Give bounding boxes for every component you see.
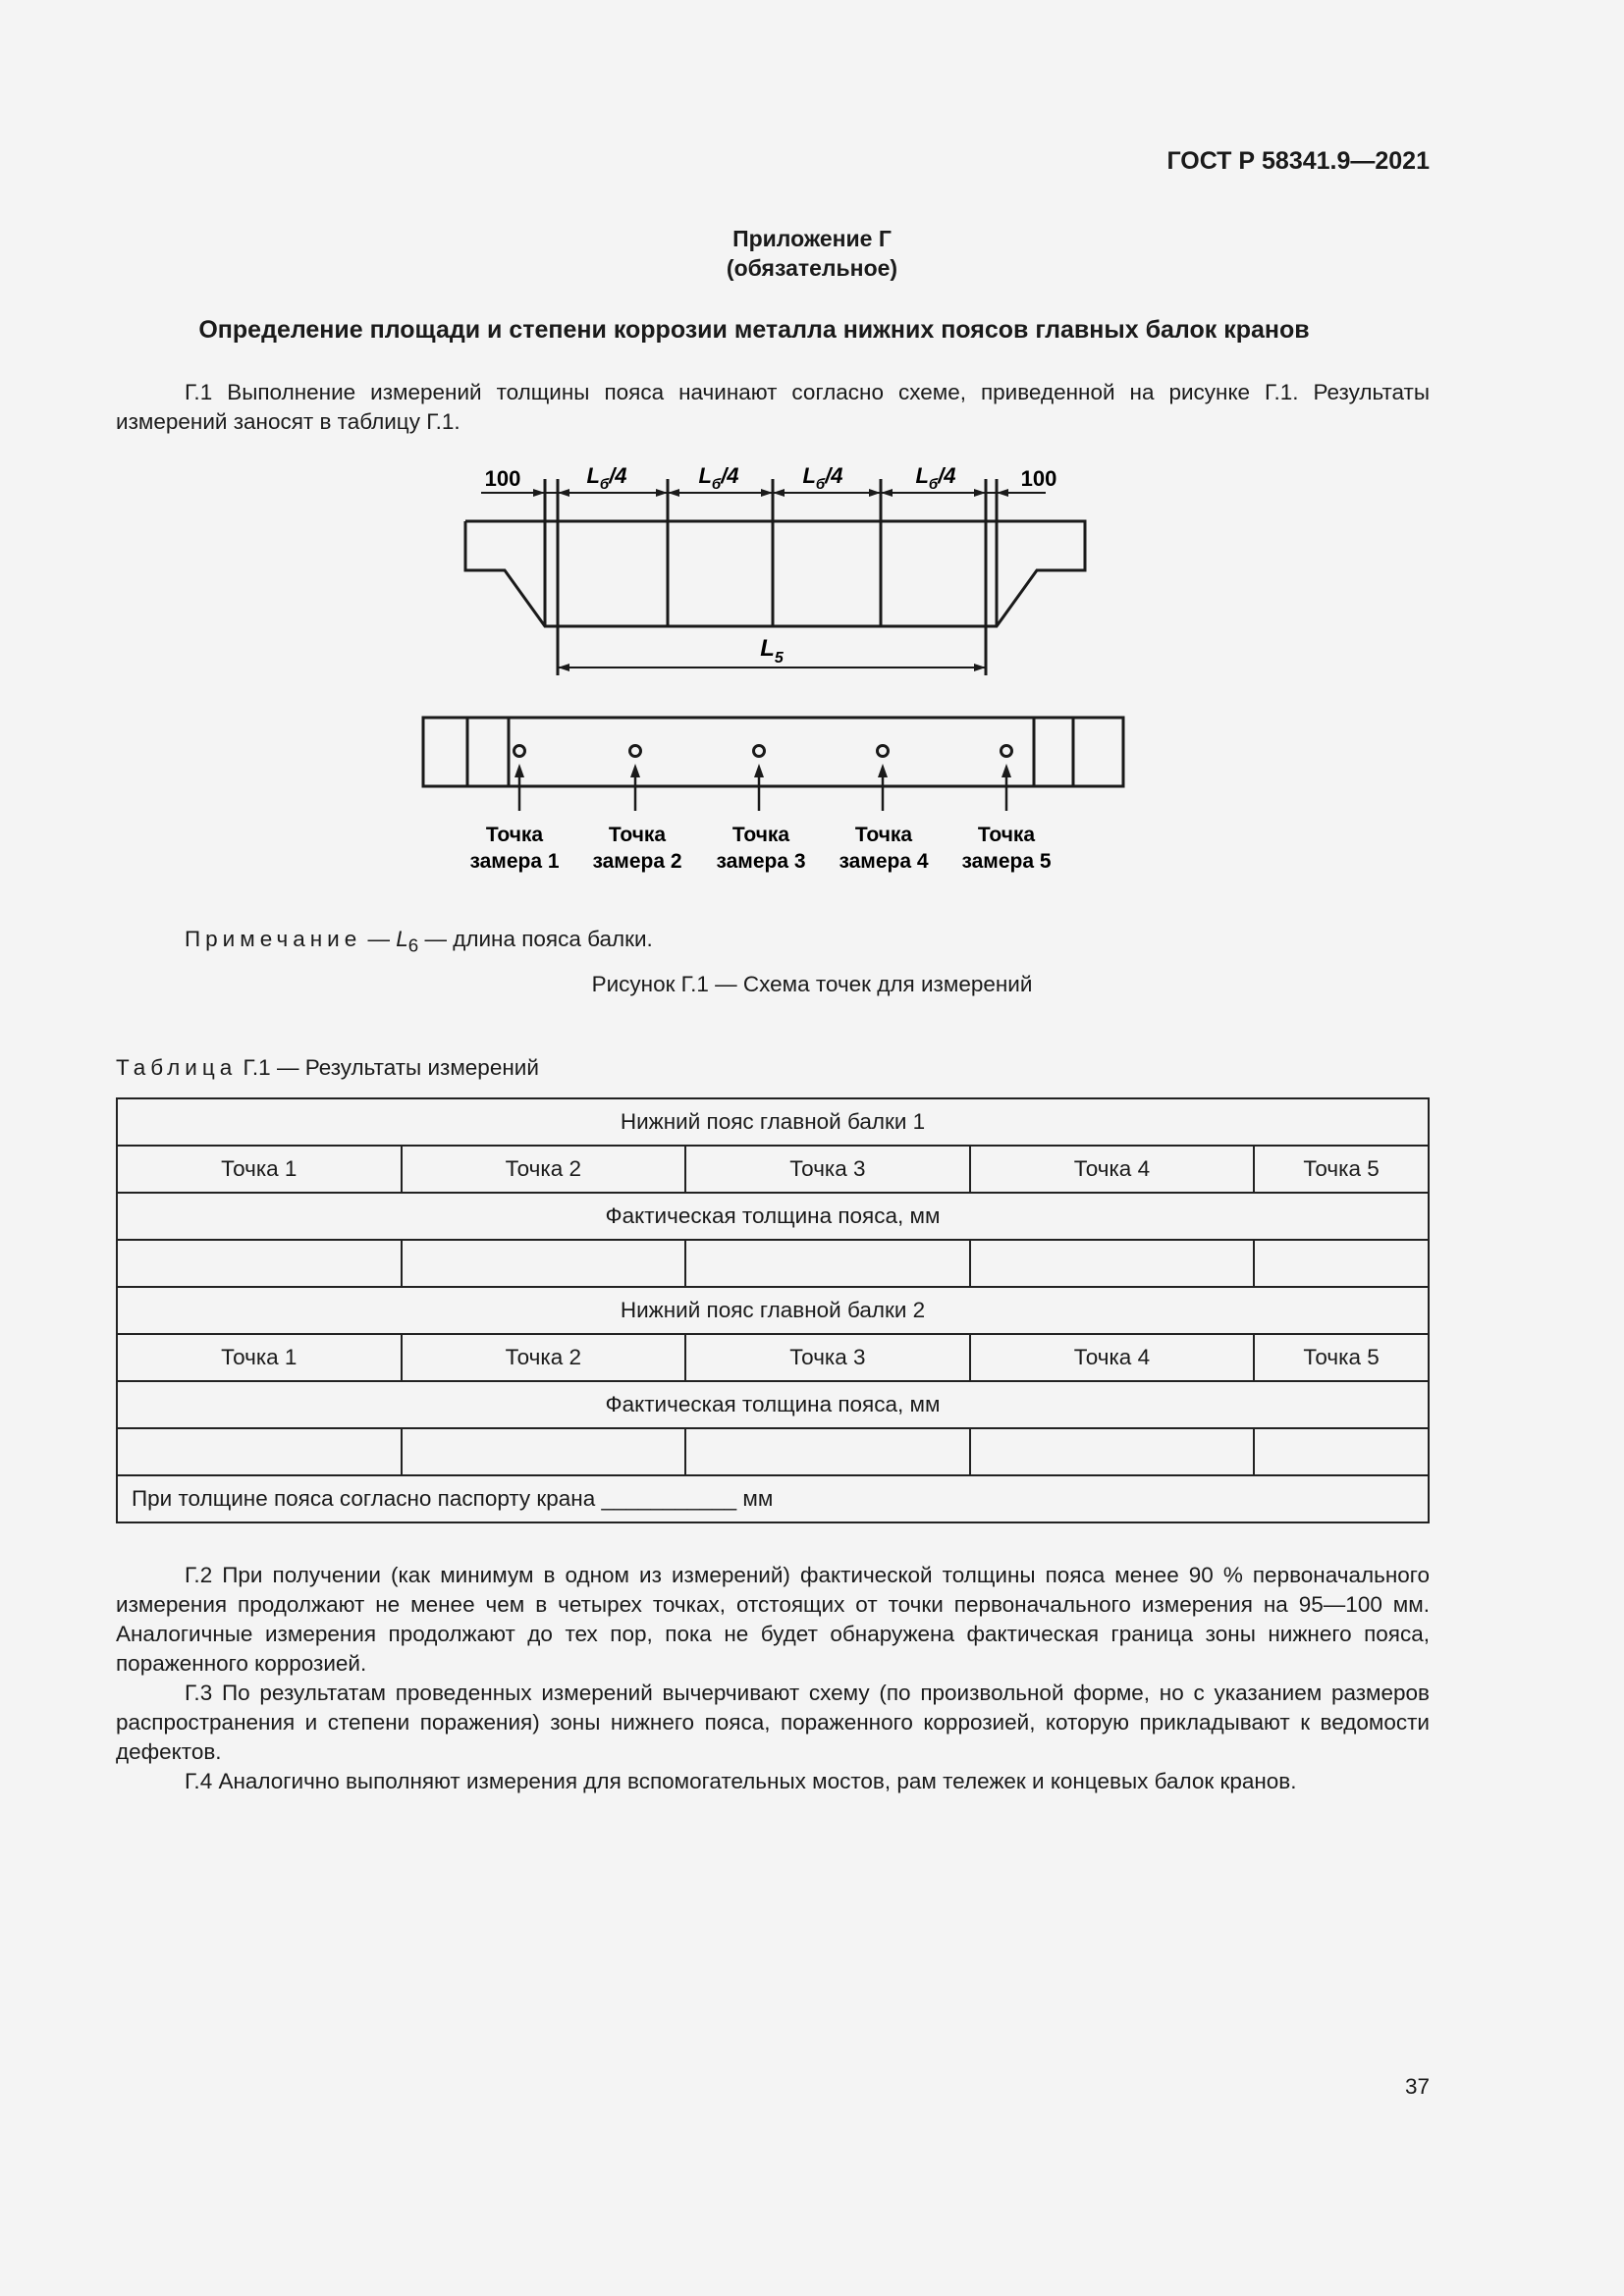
point-labels — [469, 824, 1051, 873]
segment-label-1: $L_б/4$ — [586, 463, 627, 493]
beam2-point-3: Точка 3 — [685, 1334, 970, 1381]
page-number: 37 — [1404, 2074, 1430, 2099]
pointer-lines — [519, 775, 1006, 811]
beam1-value-cell[interactable] — [1254, 1240, 1429, 1287]
segment-label-4: $L_б/4$ — [915, 463, 956, 493]
beam1-header: Нижний пояс главной балки 1 — [117, 1098, 1429, 1146]
pointer-arrowheads — [514, 764, 1011, 777]
beam1-value-cell[interactable] — [117, 1240, 402, 1287]
note-text: — длина пояса балки. — [418, 927, 653, 951]
section-heading: Определение площади и степени коррозии металла нижних поясов главных балок кранов — [198, 316, 1310, 344]
segment-label-2: $L_б/4$ — [698, 463, 739, 493]
dim-left-label: 100 — [484, 466, 521, 491]
table-title-text: Г.1 — Результаты измерений — [237, 1055, 539, 1080]
beam2-point-2: Точка 2 — [402, 1334, 686, 1381]
table-row — [117, 1287, 1429, 1334]
paragraph-g1: Г.1 Выполнение измерений толщины пояса начинают согласно схеме, приведенной на рисунке Г.1. Результаты измерений заносят в таблицу Г.1. — [116, 380, 1430, 434]
point-label-5: Точка замера 5 — [961, 824, 1052, 873]
point-label-4: Точка замера 4 — [839, 824, 929, 873]
beam1-point-1: Точка 1 — [117, 1146, 402, 1193]
beam1-point-2: Точка 2 — [402, 1146, 686, 1193]
figure-caption: Рисунок Г.1 — Схема точек для измерений — [591, 972, 1033, 996]
table-row — [117, 1475, 1429, 1522]
beam2-point-1: Точка 1 — [117, 1334, 402, 1381]
span-label: $L_5$ — [760, 635, 784, 667]
dim-right-label: 100 — [1020, 466, 1057, 491]
annex-title: Приложение Г — [732, 226, 892, 251]
table-row — [117, 1334, 1429, 1381]
figure-note — [185, 927, 653, 957]
beam1-thickness-header: Фактическая толщина пояса, мм — [117, 1193, 1429, 1240]
beam2-value-cell[interactable] — [1254, 1428, 1429, 1475]
table-row — [117, 1428, 1429, 1475]
table-row — [117, 1240, 1429, 1287]
beam2-value-cell[interactable] — [970, 1428, 1255, 1475]
measurement-point-markers — [514, 746, 1012, 757]
beam2-value-cell[interactable] — [685, 1428, 970, 1475]
beam1-point-4: Точка 4 — [970, 1146, 1255, 1193]
note-symbol-sub: 6 — [407, 934, 419, 956]
beam2-point-4: Точка 4 — [970, 1334, 1255, 1381]
point-label-2: Точка замера 2 — [592, 824, 682, 873]
table-row — [117, 1146, 1429, 1193]
paragraph-g2: Г.2 При получении (как минимум в одном из измерений) фактической толщины пояса менее 90 % первоначального измерения продолжают не менее чем в четырех точках, отстоящих от точки первоначального измерения на 95—100 мм. Аналогичные измерения продолжают до тех пор, пока не будет обнаружена фактическая граница зоны нижнего пояса, пораженного коррозией. — [116, 1563, 1430, 1676]
standard-id: ГОСТ Р 58341.9—2021 — [1166, 147, 1430, 175]
beam-side-view — [465, 479, 1085, 675]
beam1-value-cell[interactable] — [970, 1240, 1255, 1287]
annex-status: (обязательное) — [726, 255, 898, 281]
beam2-value-cell[interactable] — [117, 1428, 402, 1475]
results-table — [116, 1097, 1430, 1523]
beam2-thickness-header: Фактическая толщина пояса, мм — [117, 1381, 1429, 1428]
point-label-1: Точка замера 1 — [469, 824, 560, 873]
note-dash: — — [361, 927, 397, 951]
paragraph-g4: Г.4 Аналогично выполняют измерения для вспомогательных мостов, рам тележек и концевых балок кранов. — [185, 1769, 1297, 1793]
segment-label-3: $L_б/4$ — [802, 463, 843, 493]
measurement-points-diagram — [0, 0, 1624, 903]
table-row — [117, 1193, 1429, 1240]
note-label: Примечание — [185, 927, 362, 951]
beam1-point-5: Точка 5 — [1254, 1146, 1429, 1193]
beam-plan-view — [423, 718, 1123, 786]
beam1-point-3: Точка 3 — [685, 1146, 970, 1193]
table-title-label: Таблица — [116, 1055, 238, 1080]
beam1-value-cell[interactable] — [402, 1240, 686, 1287]
table-row — [117, 1381, 1429, 1428]
passport-thickness-row: При толщине пояса согласно паспорту крана ___________ мм — [117, 1475, 1429, 1522]
note-symbol: L — [396, 927, 408, 951]
beam2-point-5: Точка 5 — [1254, 1334, 1429, 1381]
table-row — [117, 1098, 1429, 1146]
point-label-3: Точка замера 3 — [716, 824, 806, 873]
paragraph-g3: Г.3 По результатам проведенных измерений вычерчивают схему (по произвольной форме, но с указанием размеров распространения и степени поражения) зоны нижнего пояса, пораженного коррозией, которую прикладывают к ведомости дефектов. — [116, 1681, 1430, 1764]
beam1-value-cell[interactable] — [685, 1240, 970, 1287]
beam2-header: Нижний пояс главной балки 2 — [117, 1287, 1429, 1334]
table-title — [116, 1055, 539, 1081]
beam2-value-cell[interactable] — [402, 1428, 686, 1475]
